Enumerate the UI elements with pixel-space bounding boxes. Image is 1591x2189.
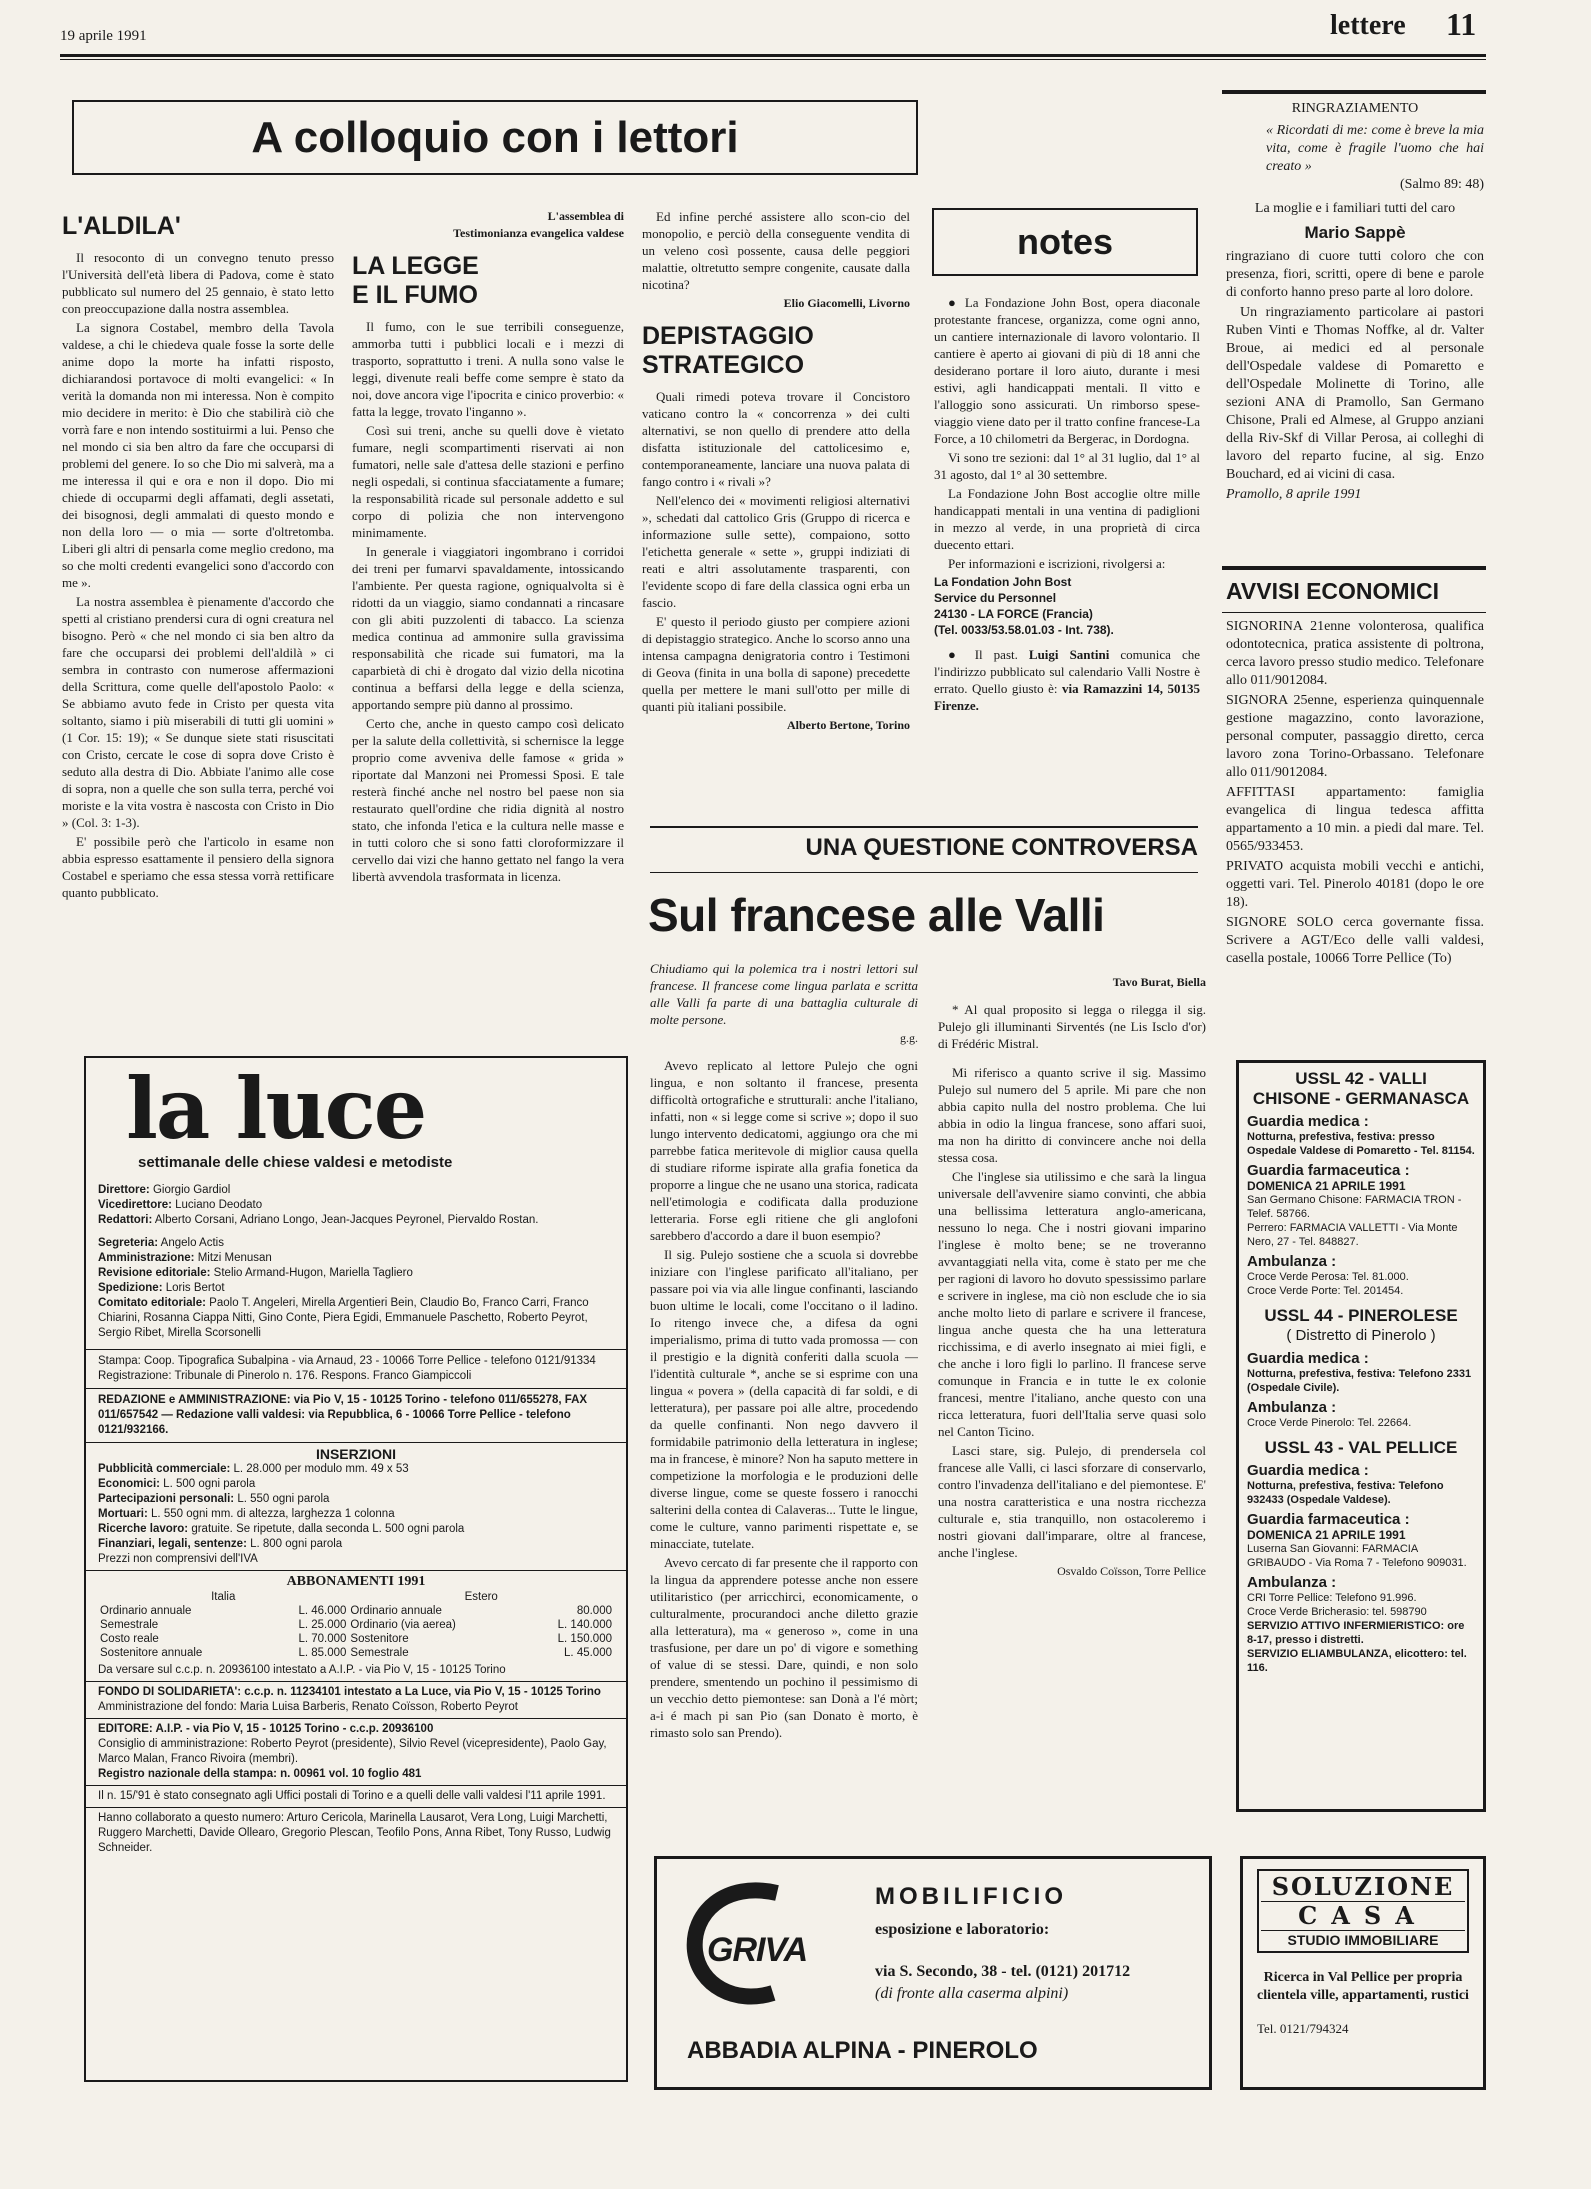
avvisi-rule — [1222, 612, 1486, 613]
depistaggio-title: DEPISTAGGIO STRATEGICO — [642, 322, 814, 379]
aldila-title: L'ALDILA' — [62, 212, 181, 240]
soluzione-casa-ad — [1240, 1856, 1486, 2090]
ussl42-gf-label: Guardia farmaceutica : — [1247, 1162, 1410, 1179]
legge-paragraph: In generale i viaggiatori ingombrano i corridoi dei treni per fumarvi spavaldamente, intossicando l'ambiente. Per questa ragione, ogniqualvolta si è ridotti da un viaggio, siamo condannati a rincasare con gli abiti puzzolenti di tabacco. La scienza medica continua ad ammonire sulla gravissima responsabilità che ricade sui fumatori, ma la caparbietà di chi è drogato dal vizio della nicotina continua a beffarsi della legge e della scienza, apportando sempre più danno al prossimo. — [352, 544, 624, 712]
griva-logo-text: GRIVA — [707, 1931, 808, 1969]
ussl43-amb-line: CRI Torre Pellice: Telefono 91.996. — [1247, 1592, 1417, 1604]
ussl43-amb-label: Ambulanza : — [1247, 1574, 1337, 1591]
masthead-staff-2: Segreteria: Angelo Actis Amministrazione: Mitzi Menusan Revisione editoriale: Stelio Armand-Hugon, Mariella Tagliero Spedizione: Loris Bertot Comitato editoriale: Paolo T. Angeleri, Mirella Argentieri Bein, Claudio Bo, Franco Carri, Franco Chiarini, Rosanna Ciappa Nitti, Gino Conte, Piera Egidi, Emmanuele Paschetto, Roberto Peyrot, Sergio Ribet, Mirella Scorsonelli — [98, 1237, 589, 1339]
aldila-paragraph: La signora Costabel, membro della Tavola valdese, a chi le chiedeva quale fosse la sorte delle anime dopo la morte ha infatti risposto, dichiarandosi portavoce di molti evangelici: « In verità la domanda non mi interessa. Non è compito mio decidere in merito: è Dio che stabilirà ciò che vorrà fare e non intendo sostituirmi a lui. Penso che nel mondo ci sia ben altro da fare che occuparsi di problemi del genere. Io so che Dio mi salverà, ma a me interessa il qui e ora e non il dopo. Dio mi chiede di occuparmi degli affamati, degli assetati, dei bisognosi, degli ammalati di questo mondo e non della loro — o mia — sorte d'oltretomba. Liberi gli altri di pensarla come meglio credono, ma so che molti credenti evangelici sono d'accordo con me ». — [62, 320, 334, 590]
controversia-intro-signature: g.g. — [900, 1031, 918, 1045]
ussl44-title: USSL 44 - PINEROLESE ( Distretto di Pinerolo ) — [1264, 1306, 1458, 1344]
ussl43-gf-date: DOMENICA 21 APRILE 1991 — [1247, 1528, 1406, 1542]
mobilificio-note: (di fronte alla caserma alpini) — [875, 1985, 1069, 2002]
soluzione-text: Ricerca in Val Pellice per propria clientela ville, appartamenti, rustici — [1257, 1970, 1469, 2003]
header-section: lettere — [1330, 10, 1406, 41]
avvisi-title: AVVISI ECONOMICI — [1226, 578, 1439, 604]
ringraziamento-title: RINGRAZIAMENTO — [1291, 101, 1419, 116]
ringraziamento-top-rule — [1222, 90, 1486, 94]
bullet-icon: ● — [948, 295, 965, 310]
mobilificio-place: ABBADIA ALPINA - PINEROLO — [687, 2037, 1038, 2064]
notes-address: La Fondation John Bost Service du Personnel 24130 - LA FORCE (Francia) (Tel. 0033/53.58.01.03 - Int. 738). — [934, 575, 1114, 637]
notes-box — [932, 208, 1198, 276]
soluzione-logo: SOLUZIONE CASA STUDIO IMMOBILIARE — [1257, 1869, 1469, 1953]
consegnato: Il n. 15/'91 è stato consegnato agli Uffici postali di Torino e a quelli delle valli valdesi l'11 aprile 1991. — [98, 1790, 606, 1802]
ussl44-gm-label: Guardia medica : — [1247, 1350, 1369, 1367]
mobilificio-name: MOBILIFICIO — [875, 1883, 1067, 1910]
mobilificio-sub: esposizione e laboratorio: — [875, 1921, 1050, 1938]
burat-signature: Tavo Burat, Biella — [1112, 975, 1206, 989]
ussl43-title: USSL 43 - VAL PELLICE — [1264, 1438, 1458, 1457]
inserzioni-title: INSERZIONI — [315, 1446, 397, 1462]
masthead-stampa: Stampa: Coop. Tipografica Subalpina - via Arnaud, 23 - 10066 Torre Pellice - telefono 0121/91334 Registrazione: Tribunale di Pinerolo n. 176. Respons. Franco Giampiccoli — [98, 1355, 596, 1382]
bullet-icon: ● — [948, 647, 975, 662]
table-row: Ordinario annuale L. 46.000 Ordinario annuale 80.000 — [100, 1605, 612, 1617]
avviso-item: SIGNORA 25enne, esperienza quinquennale gestione magazzino, conto lavorazione, personal computer, passaggio diretto, cerca lavoro zona Torino-Orbassano. Telefonare allo 011/9012084. — [1226, 693, 1484, 780]
notes-paragraph: Per informazioni e iscrizioni, rivolgersi a: — [948, 556, 1166, 571]
ussl42-amb-line: Croce Verde Porte: Tel. 201454. — [1247, 1285, 1404, 1297]
avviso-item: AFFITTASI appartamento: famiglia evangelica di lingua tedesca affitta appartamento a 10 min. a piedi dal mare. Tel. 0565/933453. — [1226, 785, 1484, 854]
depistaggio-signature: Alberto Bertone, Torino — [787, 718, 910, 732]
ussl44-gm-text: Notturna, prefestiva, festiva: Telefono 2331 (Ospedale Civile). — [1247, 1368, 1472, 1394]
legge-paragraph: Certo che, anche in questo campo così delicato per la salute della collettività, si schernisce la legge proprio come avveniva delle famose « grida » riportate dal Manzoni nei Promessi Sposi. E tale resterà finché anche nel nostro bel paese non sia restaurato quell'ordine che ridia dignità al nostro stato, che infonda l'etica e la cultura nelle masse e in tutti coloro che si sono fatti cloroformizzare il cervello dai vizi che hanno gettato nel fango la vera libertà avvendola trasformata in licenza. — [352, 716, 624, 884]
inserzioni-list: Pubblicità commerciale: L. 28.000 per modulo mm. 49 x 53 Economici: L. 500 ogni parola Partecipazioni personali: L. 550 ogni parola Mortuari: L. 550 ogni mm. di altezza, larghezza 1 colonna Ricerche lavoro: gratuite. Se ripetute, dalla seconda L. 500 ogni parola Finanziari, legali, sentenze: L. 800 ogni parola Prezzi non comprensivi dell'IVA — [98, 1463, 465, 1565]
controversia-paragraph: Lasci stare, sig. Pulejo, di prendersela col francese alle Valli, ci lasci sforzare di conservarlo, contro l'invadenza dell'italiano e del piemontese. E' una nostra caratteristica e una nostra ricchezza culturale e, stia tranquillo, non ostacoleremo i nostri giovani dall'imparare, oltre al francese, anche l'inglese. — [938, 1443, 1206, 1560]
notes-paragraph: Vi sono tre sezioni: dal 1° al 31 luglio, dal 1° al 31 agosto, dal 1° al 30 settembre. — [934, 450, 1200, 482]
legge-title: LA LEGGE E IL FUMO — [352, 252, 479, 309]
coisson-signature: Osvaldo Coïsson, Torre Pellice — [1057, 1564, 1206, 1578]
controversia-column-a — [650, 960, 918, 1852]
ringraziamento-quote-ref: (Salmo 89: 48) — [1400, 177, 1484, 192]
ringraziamento-body: ringraziano di cuore tutti coloro che con presenza, fiori, scritti, opere di bene e parole di conforto hanno preso parte al loro dolore. — [1226, 249, 1484, 300]
table-row: Costo reale L. 70.000 Sostenitore L. 150.000 — [100, 1633, 612, 1645]
ussl44-amb-label: Ambulanza : — [1247, 1399, 1337, 1416]
abbonamenti-table: Italia Estero Ordinario annuale L. 46.000 Ordinario annuale 80.000 Semestrale L. 25.000 Ordinario (via aerea) L. 140.000 Costo reale L. 70.000 Sostenitore L. 150.000 Sostenitore annuale L. 85.000 Semestrale L. 45.000 — [100, 1591, 612, 1659]
ussl43-gm-label: Guardia medica : — [1247, 1462, 1369, 1479]
legge-paragraph: Ed infine perché assistere allo scon-cio del monopolio, e perciò della conseguente vendita di un veleno così possente, causa delle peggiori malattie, oltretutto sempre congenite, causate dalla nicotina? — [642, 209, 910, 292]
ussl43-amb-line: SERVIZIO ATTIVO INFERMIERISTICO: ore 8-17, presso i distretti. — [1247, 1620, 1465, 1646]
aldila-paragraph: E' possibile però che l'articolo in esame non abbia espresso esattamente il pensiero della signora Costabel e speriamo che essa stessa vorrà rettificare quanto pubblicato. — [62, 834, 334, 900]
aldila-paragraph: Il resoconto di un convegno tenuto presso l'Università dell'età libera di Padova, come è stato pubblicato sul numero del 25 gennaio, è stato letto con preoccupazione dalla nostra assemblea. — [62, 250, 334, 316]
banner-box — [72, 100, 918, 175]
controversia-paragraph: Che l'inglese sia utilissimo e che sarà la lingua universale dell'avvenire siamo convinti, che abbia una bellissima letteratura anglo-americana, nessuno lo nega. Che i nostri giovani imparino l'inglese è molto bene; se ne troveranno avvantaggiati nella vita, come è stato per me che per ragioni di lavoro ho dovuto spessissimo parlare e scrivere in inglese, ma ciò non esclude che io sia anche molto lieto di parlare e scrivere il francese, lingua anche questa che ha una letteratura ricchissima, e di averlo insegnato ai miei figli, e che anche i loro figli lo parlino. Il francese serve comunque in Francia e in tutte le ex colonie francesi, mentre l'italiano, anche questo con una ricca letteratura, fuori dell'Italia serve quasi solo nel Canton Ticino. — [938, 1169, 1206, 1439]
collaborato: Hanno collaborato a questo numero: Arturo Cericola, Marinella Lausarot, Vera Long, Luigi Marchetti, Ruggero Marchetti, Davide Ollearo, Gregorio Plescan, Teofilo Pons, Anna Ribet, Tony Russo, Ludwig Schneider. — [98, 1812, 611, 1854]
legge-paragraph: Così sui treni, anche su quelli dove è vietato fumare, negli scompartimenti riservati ai non fumatori, nelle sale d'attesa delle stazioni e perfino negli ospedali, si continua sfacciatamente a fumare; la responsabilità ricade sul personale addetto e sul corpo di polizia che non intervengono minimamente. — [352, 423, 624, 540]
header-date: 19 aprile 1991 — [60, 28, 147, 44]
header-rule-thin — [60, 59, 1486, 60]
controversia-column-b — [938, 974, 1206, 1854]
masthead-staff: Direttore: Giorgio Gardiol Vicedirettore: Luciano Deodato Redattori: Alberto Corsani, Adriano Longo, Jean-Jacques Peyronel, Piervaldo Rostan. — [98, 1184, 539, 1226]
ringraziamento-name: Mario Sappè — [1304, 223, 1406, 242]
aldila-signature-2: Testimonianza evangelica valdese — [453, 226, 624, 240]
header-rule — [60, 54, 1486, 57]
ringraziamento-intro: La moglie e i familiari tutti del caro — [1254, 201, 1456, 216]
ussl43-gm-text: Notturna, prefestiva, festiva: Telefono 932433 (Ospedale Valdese). — [1247, 1480, 1444, 1506]
ringraziamento-body: Un ringraziamento particolare ai pastori Ruben Vinti e Thomas Noffke, al dr. Valter Broue, ai medici ed al personale dell'Ospedale valdese di Pomaretto e dell'Ospedale Molinette di Torino, alle sezioni ANA di Pramollo, San Germano Chisone, Prali ed Almese, al Gruppo anziani della Riv-Skf di Villar Perosa, ai colleghi di lavoro del reparto fucine, al sig. Enzo Bouchard, ed ai vicini di casa. — [1226, 305, 1484, 482]
aldila-signature: L'assemblea di — [547, 209, 624, 223]
ussl43-gf-label: Guardia farmaceutica : — [1247, 1511, 1410, 1528]
avviso-item: SIGNORINA 21enne volonterosa, qualifica odontotecnica, pratica assistente di poltrona, cerca lavoro presso studio medico. Telefonare allo 011/9012084. — [1226, 619, 1484, 688]
controversia-paragraph: Avevo replicato al lettore Pulejo che ogni lingua, e non soltanto il francese, presenta difficoltà ortografiche e strutturali: anche l'italiano, infatti, non « si legge come si scrive »; dopo il suo lungo intervento dedicatomi, aggiungo ora che mi parrebbe fatica meritevole di miglior causa quella di studiare riforme ispirate alla grafia fonetica da proporre a lingue che ne usano una storica, radicata nell'etimologia e codificata dalla produzione letteraria. Forse egli ritiene che gli anglofoni sarebbero d'accordo a dare il buon esempio? — [650, 1058, 918, 1243]
controversia-top-rule — [650, 826, 1198, 828]
masthead-subtitle: settimanale delle chiese valdesi e metodiste — [138, 1154, 453, 1171]
controversia-mid-rule — [650, 872, 1198, 873]
controversia-kicker: UNA QUESTIONE CONTROVERSA — [805, 834, 1198, 861]
ussl42-title: USSL 42 - VALLI CHISONE - GERMANASCA — [1252, 1069, 1470, 1108]
controversia-title: Sul francese alle Valli — [648, 889, 1105, 941]
ussl42-gm-label: Guardia medica : — [1247, 1113, 1369, 1130]
editore: EDITORE: A.I.P. - via Pio V, 15 - 10125 Torino - c.c.p. 20936100 Consiglio di amministrazione: Roberto Peyrot (presidente), Silvio Revel (vicepresidente), Paolo Gay, Marco Malan, Franco Rivoira (membri). Registro nazionale della stampa: n. 00961 vol. 10 foglio 481 — [98, 1723, 607, 1780]
notes-paragraph: ● Il past. Luigi Santini comunica che l'indirizzo pubblicato sul calendario Valli Nostre è errato. Quello giusto è: via Ramazzini 14, 50135 Firenze. — [934, 647, 1200, 713]
table-row: Sostenitore annuale L. 85.000 Semestrale L. 45.000 — [100, 1647, 612, 1659]
ussl42-gf-line: San Germano Chisone: FARMACIA TRON - Telef. 58766. — [1247, 1194, 1462, 1220]
header-page-number: 11 — [1446, 6, 1477, 42]
ringraziamento-place-date: Pramollo, 8 aprile 1991 — [1226, 487, 1362, 502]
banner-title: A colloquio con i lettori — [251, 113, 739, 162]
mobilificio-ad — [654, 1856, 1212, 2090]
legge-paragraph: Il fumo, con le sue terribili conseguenze, ammorba tutti i pubblici locali e i mezzi di trasporto, soprattutto i treni. A nulla sono valse le leggi, divenute reali beffe come sempre è stato da noi, dove ancora vige l'ipocrita e cinico proverbio: « fatta la legge, trovato l'inganno ». — [352, 319, 624, 419]
controversia-footnote: * Al qual proposito si legga o rilegga il sig. Pulejo gli illuminanti Sirventés (ne Lis Isclo d'or) di Frédéric Mistral. — [938, 1002, 1206, 1051]
notes-paragraph: La Fondazione John Bost accoglie oltre mille handicappati mentali in una ventina di padiglioni in mezzo al verde, in una proprietà di circa duecento ettari. — [934, 486, 1200, 552]
aldila-paragraph: La nostra assemblea è pienamente d'accordo che spetti al cristiano prendersi cura di ogni creatura nel bisogno. Però « che nel mondo ci sia ben altro da fare che occuparsi dei problemi dell'aldilà » ci sembra in contrasto con numerose affermazioni della Scrittura, come quelle dell'apostolo Paolo: « Se abbiamo avuto fede in Cristo per questa vita soltanto, siamo i più miserabili di tutti gli uomini » (1 Cor. 15: 19); « Se dunque siete stati risuscitati con Cristo, cercate le cose di sopra dove Cristo è seduto alla destra di Dio. Abbiate l'animo alle cose di sopra, non a quelle che son sulla terra, perché voi moriste e la vita vostra è nascosta con Cristo in Dio » (Col. 3: 1-3). — [62, 594, 334, 830]
ussl42-gm-text: Notturna, prefestiva, festiva: presso Ospedale Valdese di Pomaretto - Tel. 81154. — [1247, 1131, 1475, 1157]
ussl42-amb-label: Ambulanza : — [1247, 1253, 1337, 1270]
masthead-name: la luce — [126, 1059, 426, 1158]
avvisi-column — [1226, 618, 1484, 1034]
fondo: FONDO DI SOLIDARIETA': c.c.p. n. 11234101 intestato a La Luce, via Pio V, 15 - 10125 Torino Amministrazione del fondo: Maria Luisa Barberis, Renato Coïsson, Roberto Peyrot — [98, 1686, 601, 1713]
depistaggio-column — [642, 208, 910, 806]
controversia-paragraph: Il sig. Pulejo sostiene che a scuola si dovrebbe iniziare con l'inglese parificato all'italiano, per passare poi via via alle lingue confinanti, lasciando buon ultime le locali, come l'occitano o il ladino. Io ritengo invece che, a difesa da ogni imperialismo, prima di tutto vada promossa — con il prestigio e la dignità conferiti dalla scuola — l'identità culturale *, anche se si esprime con una lingua « povera » (della capacità di far soldi, e di letteratura), per passare poi alle altre, procedendo da quelle confinanti. Non nego davvero il formidabile patrimonio della letteratura in inglese; ma in francese, è minore? Non ha saputo mettere in competizione la morfologia e le produzioni delle diverse lingue, come se queste fossero i ranocchi salterini della contea di Calaveras... Tutte le lingue, come le culture, vanno parimenti rispettate e, se minacciate, tutelate. — [650, 1247, 918, 1551]
depistaggio-paragraph: Nell'elenco dei « movimenti religiosi alternativi », schedati dal cattolico Gris (Gruppo di ricerca e informazione sulle sette), compaiono, sotto l'etichetta generale « sette », gruppi indiziati di reati e altri assolutamente trasparenti, con l'evidente scopo di fare della classica ogni erba un fascio. — [642, 493, 910, 610]
ringraziamento-column — [1226, 100, 1484, 560]
controversia-paragraph: Avevo cercato di far presente che il rapporto con la lingua da apprendere potesse anche non essere utilitaristico (per arricchirci, economicamente, o culturalmente, procurandoci anche diletto grazie alla letteratura), ma « generoso », come in una trasfusione, per dare un po' di vigore e something of value di se stessi. Dare, quindi, e non solo prendere, smentendo un pochino il pessimismo di un vecchio detto piemontese: san Donà a l'é mòrt; a-i é mach pi san Pio (san Donato è morto, è rimasto solo san Prendo). — [650, 1555, 918, 1740]
avvisi-top-rule — [1222, 566, 1486, 570]
ussl43-gf-text: Luserna San Giovanni: FARMACIA GRIBAUDO - Via Roma 7 - Telefono 909031. — [1247, 1543, 1467, 1569]
ussl42-gf-line: Perrero: FARMACIA VALLETTI - Via Monte Nero, 27 - Tel. 848827. — [1247, 1222, 1458, 1248]
depistaggio-paragraph: E' questo il periodo giusto per compiere azioni di depistaggio strategico. Anche lo scorso anno una intensa campagna denigratoria contro i Testimoni di Geova (finita in una bolla di sapone) precedette quella per mettere le mani sull'otto per mille di quanti più italiani possibile. — [642, 614, 910, 714]
ringraziamento-quote: « Ricordati di me: come è breve la mia vita, come è fragile l'uomo che hai creato » — [1266, 123, 1484, 174]
avviso-item: PRIVATO acquista mobili vecchi e antichi, oggetti vari. Tel. Pinerolo 40181 (dopo le ore 18). — [1226, 859, 1484, 910]
controversia-paragraph: Mi riferisco a quanto scrive il sig. Massimo Pulejo sul numero del 5 aprile. Mi pare che non abbia capito nulla del nostro problema. Che lui abbia in odio la lingua francese, sono affari suoi, ma non ha diritto di convincere anche noi della stessa cosa. — [938, 1065, 1206, 1165]
avviso-item: SIGNORE SOLO cerca governante fissa. Scrivere a AGT/Eco delle valli valdesi, casella postale, 10066 Torre Pellice (To) — [1226, 915, 1484, 966]
ussl42-amb-line: Croce Verde Perosa: Tel. 81.000. — [1247, 1271, 1409, 1283]
ussl-box — [1236, 1060, 1486, 1812]
abbonamenti-title: ABBONAMENTI 1991 — [286, 1574, 426, 1589]
depistaggio-paragraph: Quali rimedi poteva trovare il Concistoro vaticano contro la « concorrenza » dei culti alternativi, se non quello di prendere atto della disfatta istituzionale del cattolicesimo e, contemporaneamente, lanciare una nuova palata di fango contro i « rivali »? — [642, 389, 910, 489]
notes-paragraph: ● La Fondazione John Bost, opera diaconale protestante francese, organizza, come ogni anno, un cantiere internazionale di lavoro volontario. Il cantiere è aperto ai giovani di più di 18 anni che desiderano portare il loro aiuto, durante i mesi estivi, agli handicappati mentali. Il vitto e l'alloggio sono assicurati. Un rimborso spese-viaggio viene dato per il tratto confine francese-La Force, a 10 chilometri da Bergerac, in Dordogna. — [934, 295, 1200, 446]
ussl44-amb-text: Croce Verde Pinerolo: Tel. 22664. — [1247, 1417, 1412, 1429]
aldila-column — [62, 208, 334, 1046]
ussl43-amb-line: SERVIZIO ELIAMBULANZA, elicottero: tel. 116. — [1247, 1648, 1467, 1674]
controversia-intro: Chiudiamo qui la polemica tra i nostri lettori sul francese. Il francese come lingua parlata e scritta alle Valli fa parte di una battaglia culturale di molte persone. — [650, 961, 918, 1027]
ussl42-gf-date: DOMENICA 21 APRILE 1991 — [1247, 1179, 1406, 1193]
soluzione-tel: Tel. 0121/794324 — [1257, 2021, 1349, 2036]
notes-title: notes — [1016, 221, 1113, 262]
versare: Da versare sul c.c.p. n. 20936100 intestato a A.I.P. - via Pio V, 15 - 10125 Torino — [98, 1664, 506, 1676]
legge-column — [352, 208, 624, 1046]
legge-signature: Elio Giacomelli, Livorno — [783, 296, 910, 310]
masthead-redazione: REDAZIONE e AMMINISTRAZIONE: via Pio V, 15 - 10125 Torino - telefono 011/655278, FAX 011/657542 — Redazione valli valdesi: via Repubblica, 6 - 10066 Torre Pellice - telefono 0121/932166. — [98, 1394, 588, 1436]
notes-column — [934, 294, 1200, 806]
ussl43-amb-line: Croce Verde Bricherasio: tel. 598790 — [1247, 1606, 1427, 1618]
mobilificio-address: via S. Secondo, 38 - tel. (0121) 201712 — [875, 1963, 1131, 1980]
table-row: Semestrale L. 25.000 Ordinario (via aerea) L. 140.000 — [100, 1619, 612, 1631]
masthead-box — [84, 1056, 628, 2082]
